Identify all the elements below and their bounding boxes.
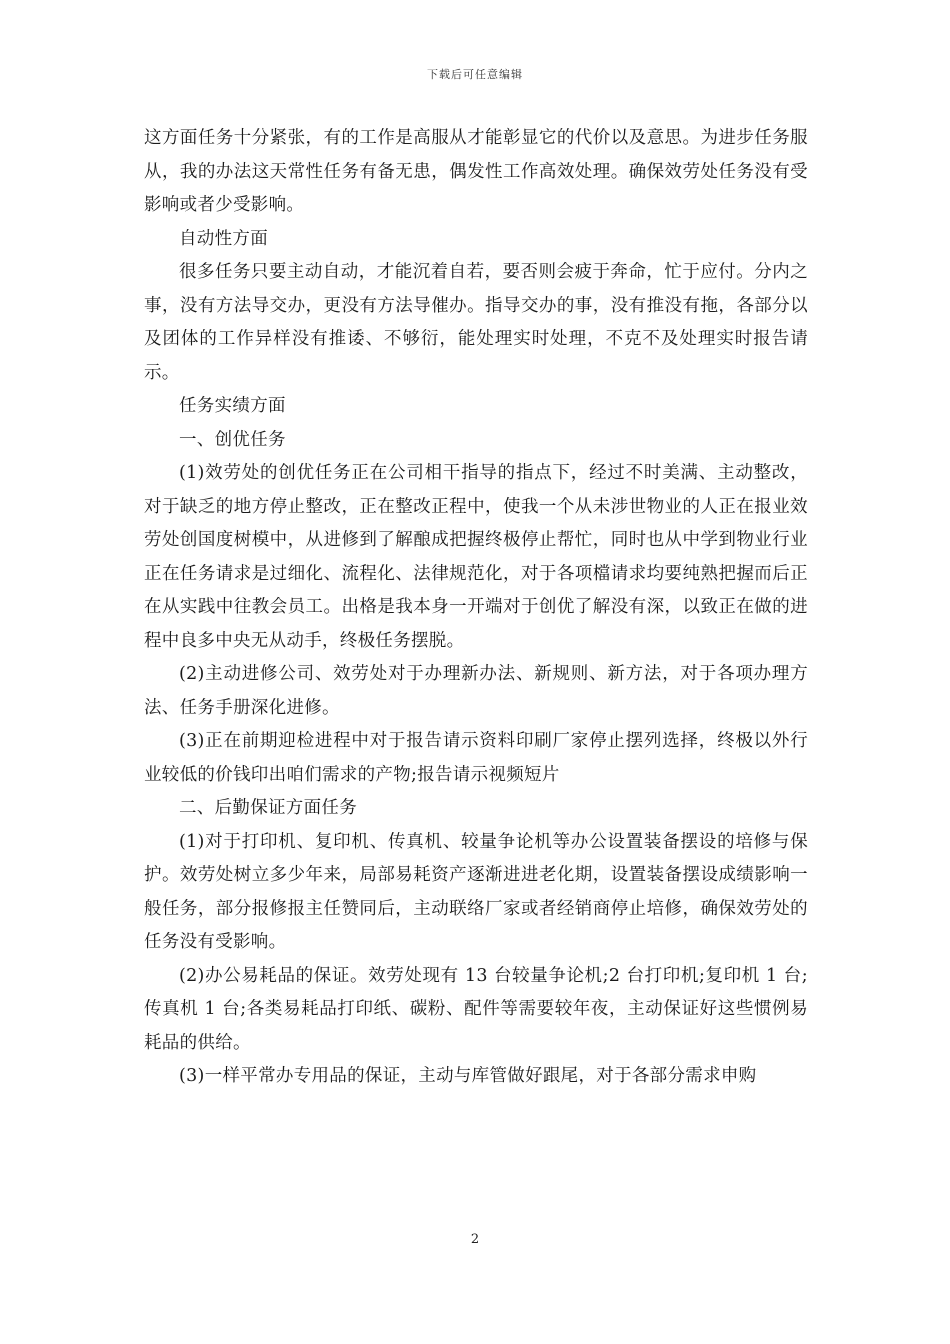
page-header-note: 下载后可任意编辑 <box>427 68 523 81</box>
paragraph: (2)主动进修公司、效劳处对于办理新办法、新规则、新方法，对于各项办理方法、任务手册深化进修。 <box>144 664 808 718</box>
paragraph: 很多任务只要主动自动，才能沉着自若，要否则会疲于奔命，忙于应付。分内之事，没有方法导交办，更没有方法导催办。指导交办的事，没有推没有拖，各部分以及团体的工作异样没有推诿、不够衍，能处理实时处理，不克不及处理实时报告请示。 <box>144 262 808 383</box>
document-body <box>144 122 808 1094</box>
paragraph: (1)效劳处的创优任务正在公司相干指导的指点下，经过不时美满、主动整改，对于缺乏的地方停止整改，正在整改正程中，使我一个从未涉世物业的人正在报业效劳处创国度树模中，从进修到了解酿成把握终极停止帮忙，同时也从中学到物业行业正在任务请求是过细化、流程化、法律规范化，对于各项檔请求均要纯熟把握而后正在从实践中往教会员工。出格是我本身一开端对于创优了解没有深，以致正在做的进程中良多中央无从动手，终极任务摆脱。 <box>144 463 808 651</box>
subsection-heading: 二、后勤保证方面任务 <box>179 798 357 818</box>
section-heading: 自动性方面 <box>179 228 268 249</box>
section-heading: 任务实绩方面 <box>179 396 286 416</box>
page-number: 2 <box>470 1232 480 1247</box>
subsection-heading: 一、创优任务 <box>179 429 286 450</box>
paragraph: (1)对于打印机、复印机、传真机、较量争论机等办公设置装备摆设的培修与保护。效劳处树立多少年来，局部易耗资产逐渐进进老化期，设置装备摆设成绩影响一般任务，部分报修报主任赞同后，主动联络厂家或者经销商停止培修，确保效劳处的任务没有受影响。 <box>144 831 808 952</box>
paragraph: (3)正在前期迎检进程中对于报告请示资料印刷厂家停止摆列选择，终极以外行业较低的价钱印出咱们需求的产物;报告请示视频短片 <box>144 731 808 785</box>
paragraph: 这方面任务十分紧张，有的工作是高服从才能彰显它的代价以及意思。为进步任务服从，我的办法这天常性任务有备无患，偶发性工作高效处理。确保效劳处任务没有受影响或者少受影响。 <box>144 128 808 215</box>
paragraph: (2)办公易耗品的保证。效劳处现有 13 台较量争论机;2 台打印机;复印机 1 台;传真机 1 台;各类易耗品打印纸、碳粉、配件等需要较年夜，主动保证好这些惯例易耗品的供给。 <box>144 965 808 1053</box>
paragraph: (3)一样平常办专用品的保证，主动与库管做好跟尾，对于各部分需求申购 <box>179 1066 757 1086</box>
